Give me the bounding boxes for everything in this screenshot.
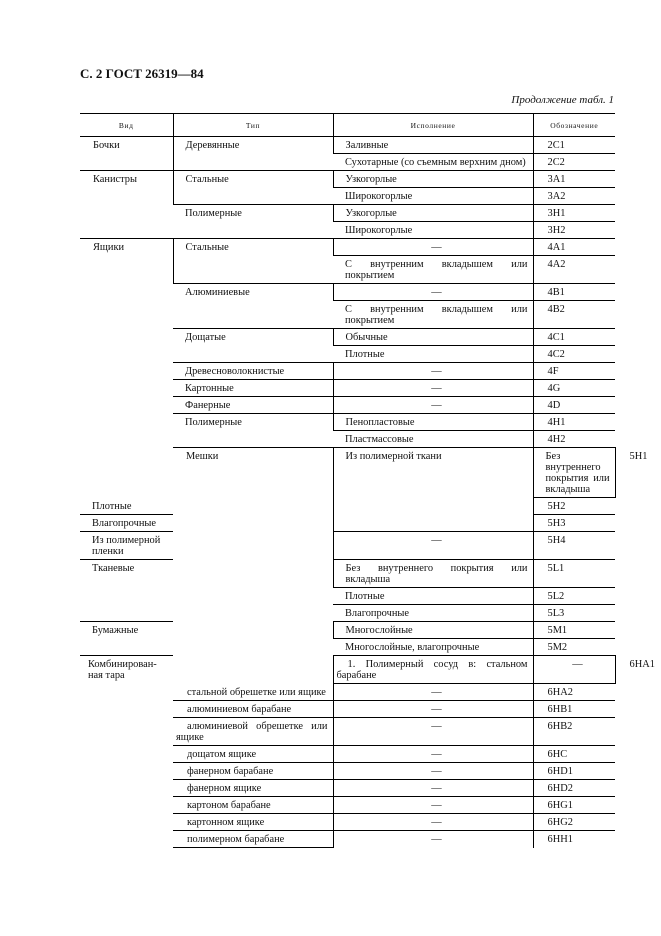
code-cell: 3Н1 bbox=[533, 205, 615, 222]
table-row bbox=[80, 171, 615, 188]
version-cell: — bbox=[333, 363, 533, 380]
version-cell: Сухотарные (со съемным верхним дном) bbox=[333, 154, 533, 171]
version-cell: Многослойные bbox=[333, 622, 533, 639]
version-cell: Без внутреннего покрытия или вкладыша bbox=[333, 560, 533, 588]
code-cell: 3А2 bbox=[533, 188, 615, 205]
table-header-row bbox=[80, 114, 615, 137]
code-cell: 6НА2 bbox=[533, 684, 615, 701]
code-cell: 4Н2 bbox=[533, 431, 615, 448]
type-cell bbox=[333, 656, 533, 684]
page-header: С. 2 ГОСТ 26319—84 bbox=[80, 66, 204, 81]
table-row: Комбинирован-ная тара 1. Полимерный сосуд в: стальном барабане — 6НА1 bbox=[80, 656, 615, 684]
version-cell: — bbox=[333, 239, 533, 256]
code-cell: 4С1 bbox=[533, 329, 615, 346]
type-text: фанерном барабане bbox=[187, 766, 274, 777]
code-cell: 6НD2 bbox=[533, 780, 615, 797]
column-header-ispolnenie: Исполнение bbox=[333, 114, 533, 137]
column-header-oboznachenie: Обозначение bbox=[533, 114, 615, 137]
code-cell: 4В2 bbox=[533, 301, 615, 329]
version-cell: — bbox=[333, 684, 533, 701]
type-cell bbox=[173, 831, 333, 848]
code-cell: 4А1 bbox=[533, 239, 615, 256]
type-cell: Алюминиевые bbox=[173, 284, 333, 329]
table-row bbox=[80, 239, 615, 256]
version-cell: — bbox=[333, 763, 533, 780]
type-cell: Фанерные bbox=[173, 397, 333, 414]
version-cell: — bbox=[333, 814, 533, 831]
type-cell bbox=[173, 797, 333, 814]
kind-cell: Канистры bbox=[80, 171, 173, 239]
version-cell: Широкогорлые bbox=[333, 188, 533, 205]
code-cell: 5Н3 bbox=[533, 515, 615, 532]
version-cell: — bbox=[333, 532, 533, 560]
kind-cell: Бочки bbox=[93, 140, 120, 151]
code-cell: 2С2 bbox=[533, 154, 615, 171]
type-cell bbox=[173, 701, 333, 718]
table-continuation-label: Продолжение табл. 1 bbox=[511, 94, 614, 106]
version-cell: — bbox=[333, 284, 533, 301]
table-row bbox=[80, 560, 615, 588]
version-cell: Пенопластовые bbox=[333, 414, 533, 431]
version-cell: Плотные bbox=[80, 498, 173, 515]
kind-cell: Мешки bbox=[173, 448, 333, 684]
code-cell: 6НD1 bbox=[533, 763, 615, 780]
version-cell: Заливные bbox=[333, 137, 533, 154]
version-cell: — bbox=[533, 656, 615, 684]
code-cell: 3Н2 bbox=[533, 222, 615, 239]
type-cell: Из полимерной ткани bbox=[333, 448, 533, 532]
version-cell: Влагопрочные bbox=[333, 605, 533, 622]
code-cell: 4F bbox=[533, 363, 615, 380]
code-cell: 6НG1 bbox=[533, 797, 615, 814]
version-cell: — bbox=[333, 397, 533, 414]
kind-cell: Комбинирован-ная тара bbox=[80, 656, 173, 848]
type-cell bbox=[173, 684, 333, 701]
code-cell: 5Н4 bbox=[533, 532, 615, 560]
type-cell bbox=[173, 763, 333, 780]
code-cell: 4С2 bbox=[533, 346, 615, 363]
type-text: алюминиевом барабане bbox=[187, 704, 292, 715]
type-text: картоном барабане bbox=[187, 800, 271, 811]
version-cell: Плотные bbox=[333, 588, 533, 605]
version-cell: — bbox=[333, 701, 533, 718]
code-cell: 4D bbox=[533, 397, 615, 414]
version-cell: С внутренним вкладышем или покрытием bbox=[333, 256, 533, 284]
table-row bbox=[80, 532, 615, 560]
type-cell: Полимерные bbox=[185, 417, 242, 428]
type-cell: Дощатые bbox=[173, 329, 333, 363]
version-cell: Широкогорлые bbox=[333, 222, 533, 239]
type-cell: Стальные bbox=[173, 171, 333, 205]
code-cell: 4Н1 bbox=[533, 414, 615, 431]
code-cell: 4А2 bbox=[533, 256, 615, 284]
type-cell bbox=[173, 746, 333, 763]
type-text: полимерном барабане bbox=[187, 834, 285, 845]
table-row: Мешки Из полимерной ткани Без внутреннего покрытия или вкладыша 5Н1 bbox=[80, 448, 615, 498]
code-cell: 4G bbox=[533, 380, 615, 397]
code-cell: 5Н2 bbox=[533, 498, 615, 515]
code-cell: 4В1 bbox=[533, 284, 615, 301]
type-cell: Бумажные bbox=[92, 625, 139, 636]
type-cell bbox=[173, 780, 333, 797]
type-cell: Древесноволокнистые bbox=[173, 363, 333, 380]
version-cell: Пластмассовые bbox=[333, 431, 533, 448]
code-cell: 2С1 bbox=[533, 137, 615, 154]
version-cell: — bbox=[333, 718, 533, 746]
code-cell: 6НВ2 bbox=[533, 718, 615, 746]
column-header-vid: Вид bbox=[80, 114, 173, 137]
code-cell: 6НG2 bbox=[533, 814, 615, 831]
version-cell: — bbox=[333, 380, 533, 397]
version-cell: Без внутреннего покрытия или вкладыша bbox=[533, 448, 615, 498]
code-cell: 6НС bbox=[533, 746, 615, 763]
type-text: стальной обрешетке или ящике bbox=[187, 686, 326, 698]
type-cell: Стальные bbox=[173, 239, 333, 284]
kind-cell: Ящики bbox=[80, 239, 173, 498]
code-cell: 5М1 bbox=[533, 622, 615, 639]
code-cell: 5М2 bbox=[533, 639, 615, 656]
type-cell bbox=[173, 814, 333, 831]
version-cell: Многослойные, влагопрочные bbox=[333, 639, 533, 656]
type-text: алюминиевой обрешетке или ящике bbox=[176, 721, 328, 743]
code-cell: 5L1 bbox=[533, 560, 615, 588]
version-cell: Узкогорлые bbox=[333, 205, 533, 222]
type-text: 1. Полимерный сосуд в: стальном барабане bbox=[336, 659, 528, 681]
version-cell: Обычные bbox=[333, 329, 533, 346]
code-cell: 5L2 bbox=[533, 588, 615, 605]
version-cell: Узкогорлые bbox=[333, 171, 533, 188]
table-row bbox=[80, 137, 615, 154]
type-cell: Из полимерной пленки bbox=[80, 532, 173, 560]
type-text: картонном ящике bbox=[187, 817, 265, 828]
type-cell: Деревянные bbox=[173, 137, 333, 171]
version-cell: Влагопрочные bbox=[80, 515, 173, 532]
type-text: дощатом ящике bbox=[187, 749, 257, 760]
code-cell: 3А1 bbox=[533, 171, 615, 188]
version-cell: — bbox=[333, 797, 533, 814]
code-cell: 6НН1 bbox=[533, 831, 615, 848]
type-cell bbox=[173, 718, 333, 746]
version-cell: — bbox=[333, 780, 533, 797]
version-cell: — bbox=[333, 831, 533, 848]
version-cell: С внутренним вкладышем или покрытием bbox=[333, 301, 533, 329]
type-cell: Тканевые bbox=[80, 560, 173, 622]
type-cell: Полимерные bbox=[185, 208, 242, 219]
version-cell: — bbox=[333, 746, 533, 763]
code-cell: 6НВ1 bbox=[533, 701, 615, 718]
table-row bbox=[80, 622, 615, 639]
type-cell: Картонные bbox=[173, 380, 333, 397]
type-text: фанерном ящике bbox=[187, 783, 262, 794]
code-cell: 5L3 bbox=[533, 605, 615, 622]
packaging-table bbox=[80, 113, 655, 848]
column-header-tip: Тип bbox=[173, 114, 333, 137]
version-cell: Плотные bbox=[333, 346, 533, 363]
